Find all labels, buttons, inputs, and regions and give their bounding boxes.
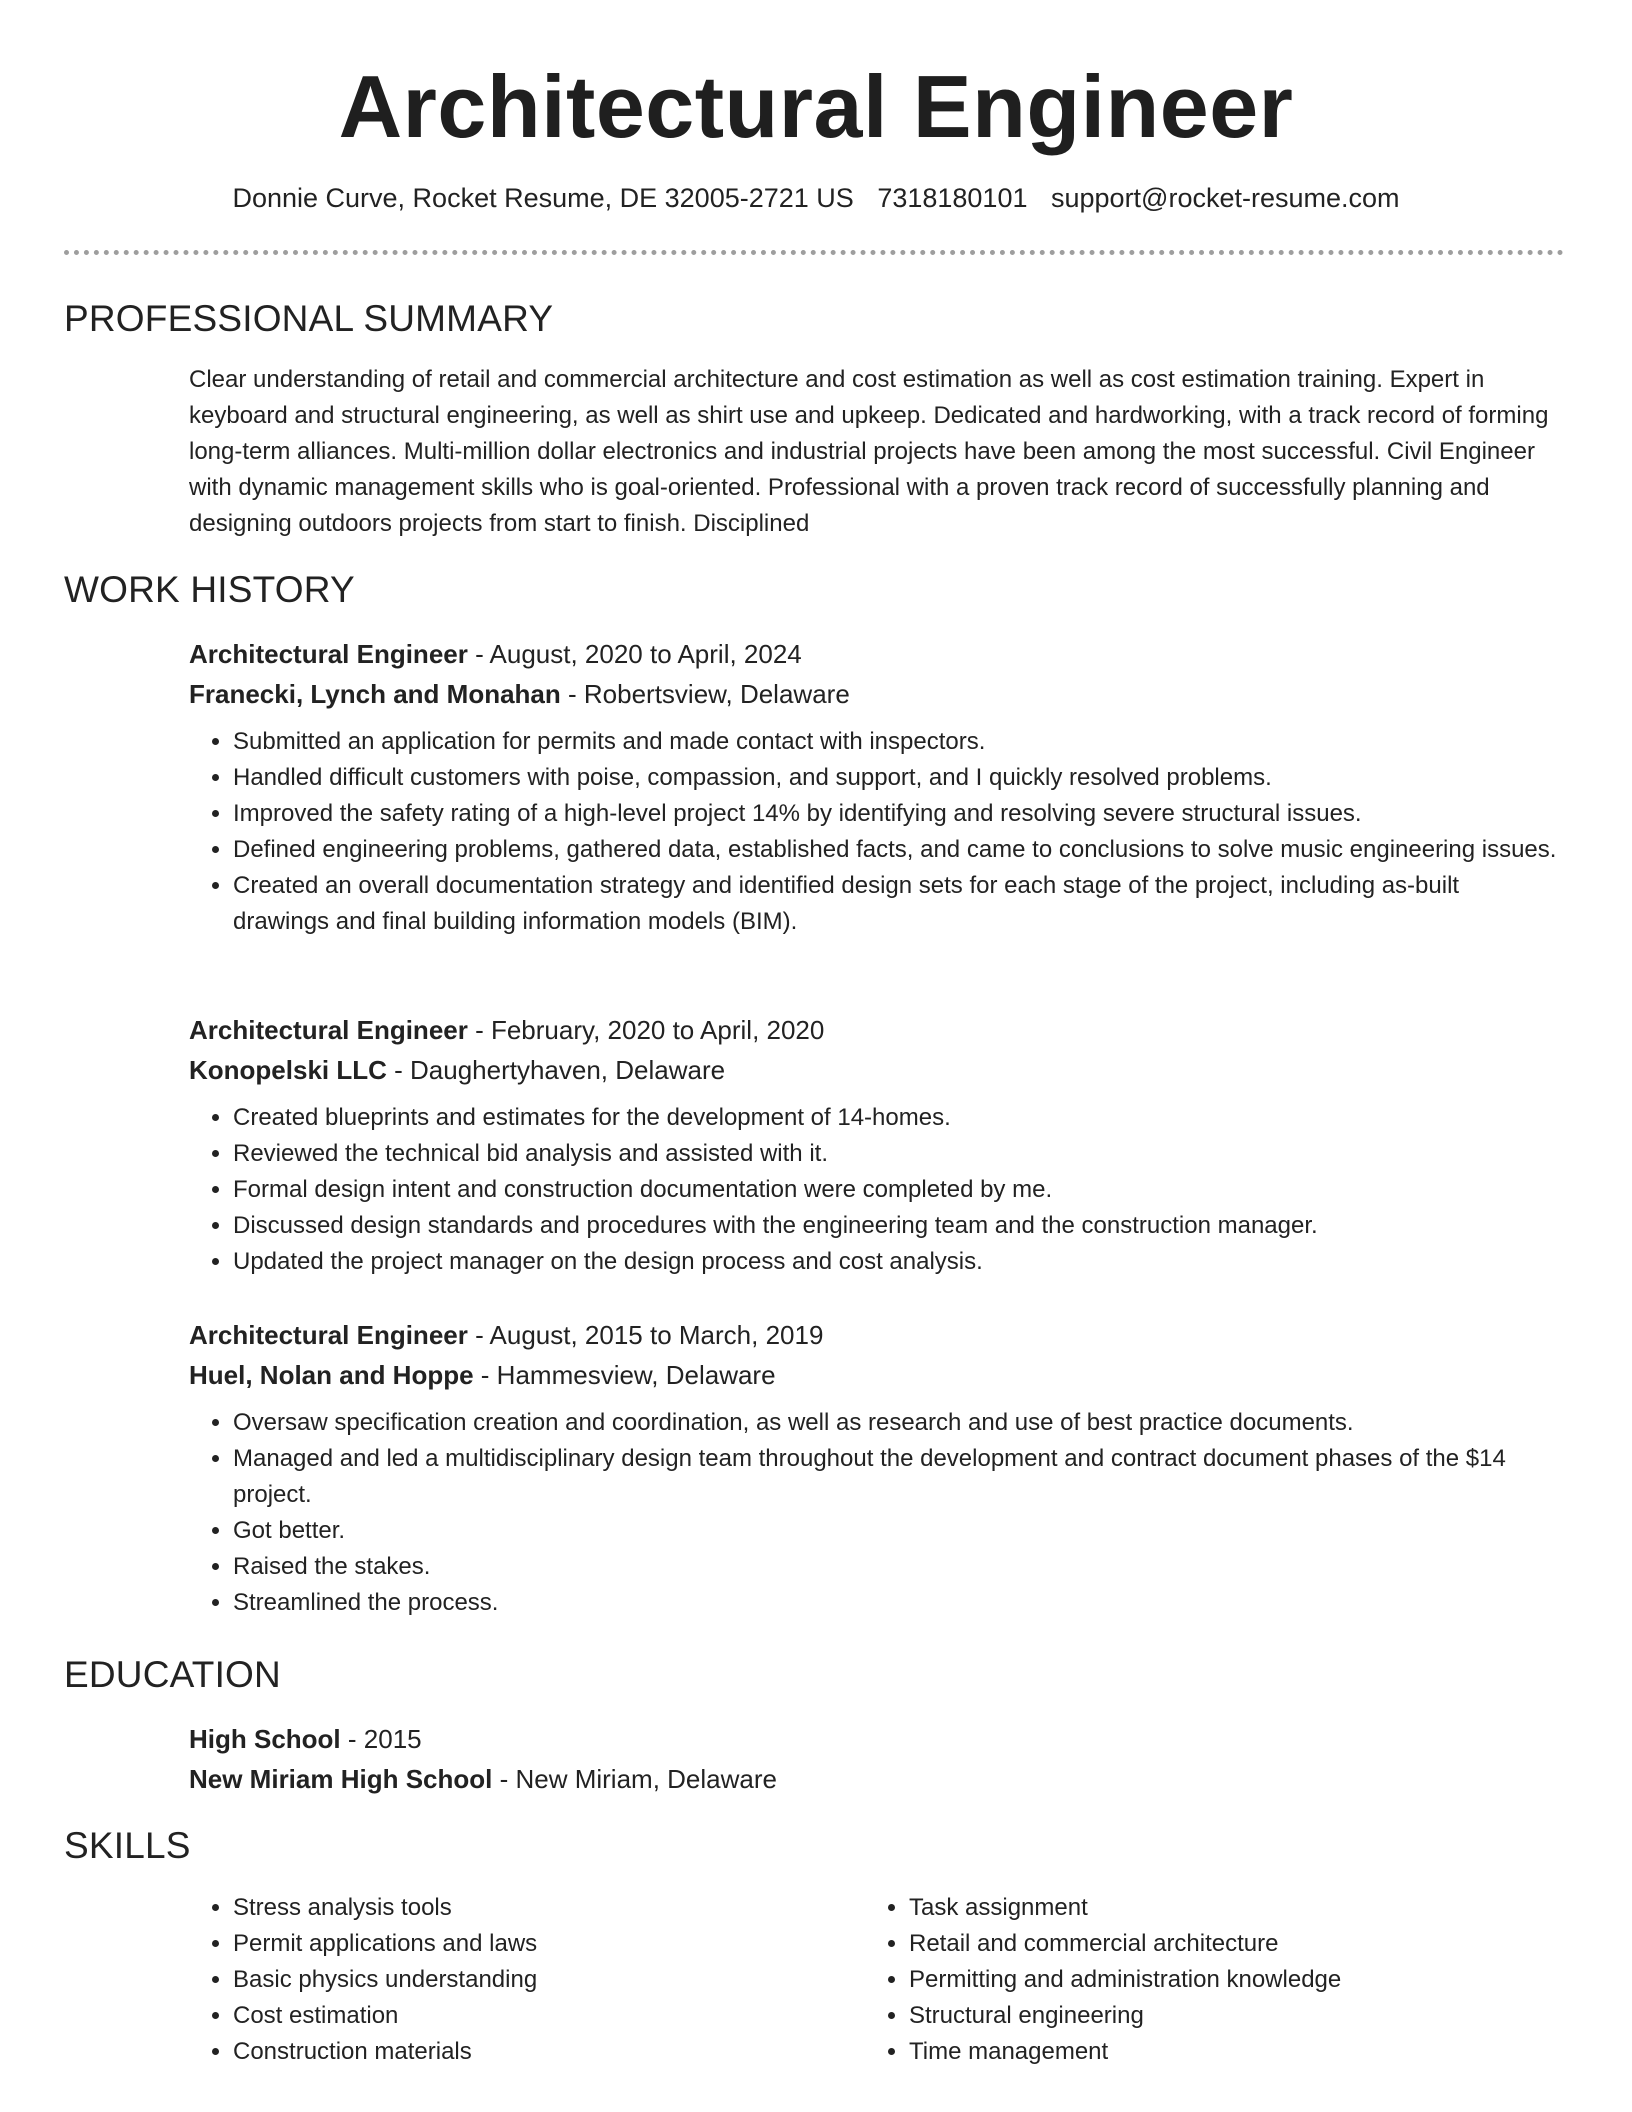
skill-item: • Structural engineering: [909, 1998, 1525, 2034]
job-location: - Daughertyhaven, Delaware: [386, 1055, 726, 1085]
skill-item: • Permitting and administration knowledge: [909, 1962, 1525, 1998]
job-bullet: • Defined engineering problems, gathered data, established facts, and came to conclusions to solve music engineering issues.: [233, 832, 1559, 868]
job-company: Konopelski LLC: [189, 1055, 387, 1085]
job-bullet: • Created blueprints and estimates for the development of 14-homes.: [233, 1100, 1559, 1136]
job-company-line: [189, 674, 1559, 714]
job-bullet: • Got better.: [233, 1513, 1559, 1549]
education-location: - New Miriam, Delaware: [492, 1764, 777, 1794]
job-bullets: [189, 1405, 1559, 1621]
job-bullet: • Updated the project manager on the design process and cost analysis.: [233, 1244, 1559, 1280]
job-bullet: • Oversaw specification creation and coordination, as well as research and use of best practice documents.: [233, 1405, 1559, 1441]
education-school: New Miriam High School: [189, 1764, 493, 1794]
header-divider: [64, 250, 1564, 255]
job-bullet: • Streamlined the process.: [233, 1585, 1559, 1621]
skill-item: • Basic physics understanding: [233, 1962, 849, 1998]
skill-item: • Time management: [909, 2034, 1525, 2070]
job-bullet: • Handled difficult customers with poise, compassion, and support, and I quickly resolved problems.: [233, 760, 1559, 796]
job-company: Franecki, Lynch and Monahan: [189, 679, 561, 709]
skill-item: • Task assignment: [909, 1890, 1525, 1926]
skill-item: • Retail and commercial architecture: [909, 1926, 1525, 1962]
summary-heading: PROFESSIONAL SUMMARY: [64, 298, 554, 339]
job-bullet: • Submitted an application for permits and made contact with inspectors.: [233, 724, 1559, 760]
job-bullet: • Created an overall documentation strategy and identified design sets for each stage of the project, including as-built drawings and final building information models (BIM).: [233, 868, 1559, 940]
skills-list-right: [865, 1890, 1525, 2070]
contact-email[interactable]: support@rocket-resume.com: [1051, 183, 1400, 213]
skill-item: • Cost estimation: [233, 1998, 849, 2034]
skill-item: • Stress analysis tools: [233, 1890, 849, 1926]
work-history-heading: WORK HISTORY: [64, 569, 355, 610]
job-company: Huel, Nolan and Hoppe: [189, 1360, 474, 1390]
job-title-line: [189, 634, 1559, 674]
job-title-line: [189, 1010, 1559, 1050]
job-dates: - August, 2020 to April, 2024: [467, 639, 802, 669]
job-location: - Robertsview, Delaware: [560, 679, 850, 709]
job-entry: [189, 1315, 1559, 1621]
summary-text: Clear understanding of retail and commercial architecture and cost estimation as well as cost estimation training. Expert in keyboard and structural engineering, as well as shirt use and upkeep. Dedicated and hardworking, with a track record of forming long-term alliances. Multi-million dollar electronics and industrial projects have been among the most successful. Civil Engineer with dynamic management skills who is goal-oriented. Professional with a proven track record of successfully planning and designing outdoors projects from start to finish. Disciplined: [189, 366, 1549, 537]
job-bullets: [189, 1100, 1559, 1280]
skill-item: • Construction materials: [233, 2034, 849, 2070]
job-bullets: [189, 724, 1559, 940]
job-bullet: • Managed and led a multidisciplinary design team throughout the development and contract document phases of the $14 project.: [233, 1441, 1559, 1513]
job-bullet: • Improved the safety rating of a high-level project 14% by identifying and resolving severe structural issues.: [233, 796, 1559, 832]
contact-line: [0, 180, 1632, 216]
education-heading: EDUCATION: [64, 1654, 281, 1695]
skills-list-left: [189, 1890, 849, 2070]
job-title: Architectural Engineer: [189, 1320, 468, 1350]
skills-heading: SKILLS: [64, 1825, 191, 1866]
education-entry: [189, 1719, 1559, 1799]
skill-item: • Permit applications and laws: [233, 1926, 849, 1962]
skills-column-left: [189, 1890, 849, 2070]
education-year: - 2015: [340, 1724, 422, 1754]
job-bullet: • Reviewed the technical bid analysis and assisted with it.: [233, 1136, 1559, 1172]
contact-phone: 7318180101: [877, 183, 1028, 213]
job-bullet: • Formal design intent and construction documentation were completed by me.: [233, 1172, 1559, 1208]
job-dates: - August, 2015 to March, 2019: [467, 1320, 824, 1350]
job-title: Architectural Engineer: [189, 639, 468, 669]
skills-column-right: [865, 1890, 1525, 2070]
education-school-line: [189, 1759, 1559, 1799]
education-degree-line: [189, 1719, 1559, 1759]
job-company-line: [189, 1050, 1559, 1090]
job-bullet: • Raised the stakes.: [233, 1549, 1559, 1585]
resume-title: Architectural Engineer: [338, 57, 1294, 156]
job-entry: [189, 1010, 1559, 1280]
job-title-line: [189, 1315, 1559, 1355]
job-location: - Hammesview, Delaware: [473, 1360, 776, 1390]
job-title: Architectural Engineer: [189, 1015, 468, 1045]
job-company-line: [189, 1355, 1559, 1395]
contact-address: Donnie Curve, Rocket Resume, DE 32005-2721 US: [232, 183, 854, 213]
job-bullet: • Discussed design standards and procedures with the engineering team and the construction manager.: [233, 1208, 1559, 1244]
job-entry: [189, 634, 1559, 940]
education-degree: High School: [189, 1724, 341, 1754]
job-dates: - February, 2020 to April, 2020: [467, 1015, 825, 1045]
